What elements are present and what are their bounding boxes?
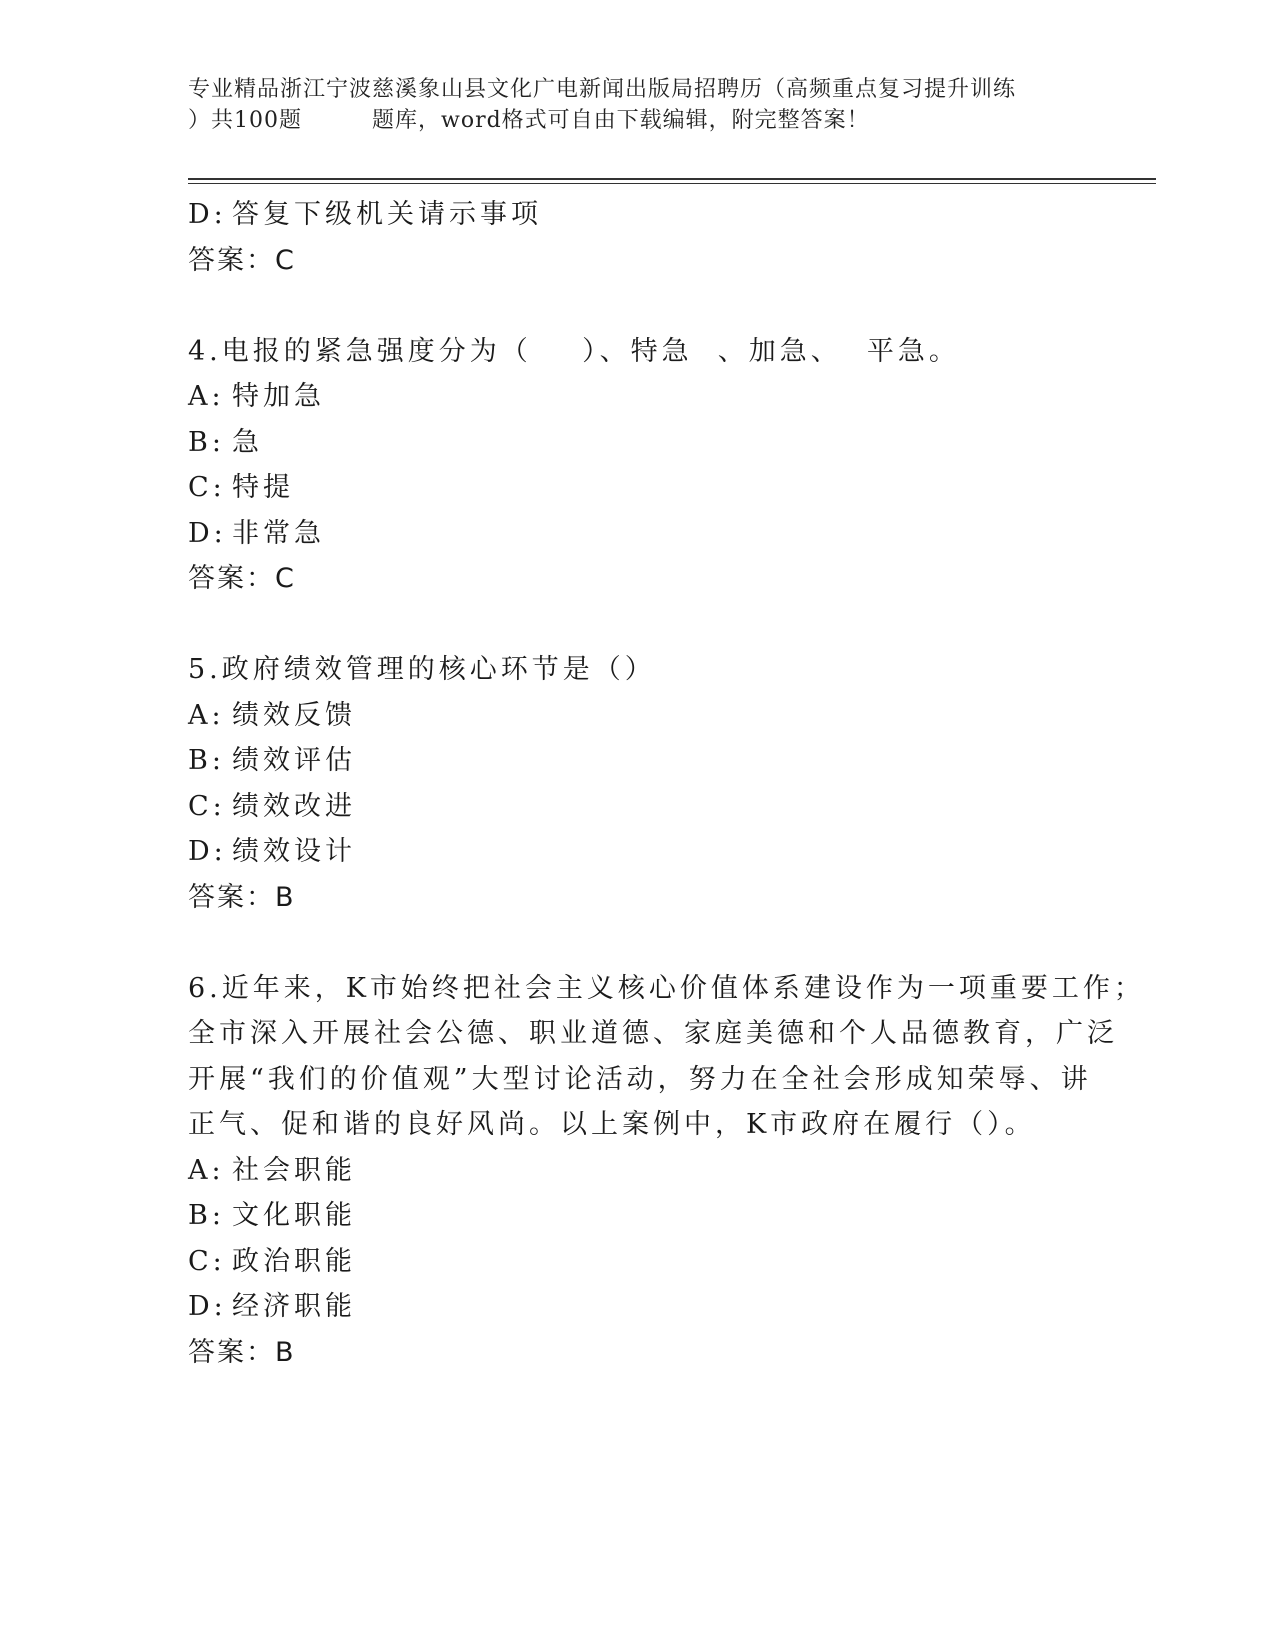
prev-answer: 答案：C bbox=[188, 244, 296, 276]
question-5-option-b bbox=[188, 738, 1088, 784]
question-6-answer: 答案：B bbox=[188, 1336, 296, 1368]
header-title-line2-b: 题库，word格式可自由下载编辑，附完整答案！ bbox=[372, 108, 870, 133]
option-key: B: bbox=[188, 745, 225, 776]
question-4-option-d bbox=[188, 511, 1088, 557]
option-text: 特加急 bbox=[232, 381, 325, 412]
option-text: 急 bbox=[232, 426, 263, 458]
question-6-option-a bbox=[188, 1148, 1088, 1194]
question-6-text-line3: 开展“我们的价值观”大型讨论活动，努力在全社会形成知荣辱、讲 bbox=[188, 1063, 1092, 1095]
header-title-line1: 专业精品浙江宁波慈溪象山县文化广电新闻出版局招聘历（高频重点复习提升训练 bbox=[188, 77, 1017, 102]
option-key: B: bbox=[188, 426, 225, 458]
option-key: C: bbox=[188, 1245, 226, 1277]
page-header bbox=[188, 74, 1118, 136]
question-6-text-line1: 6.近年来，K市始终把社会主义核心价值体系建设作为一项重要工作； bbox=[188, 972, 1145, 1004]
option-key: C: bbox=[188, 472, 226, 503]
option-text: 绩效改进 bbox=[232, 790, 356, 822]
option-key: D: bbox=[188, 836, 227, 867]
option-key: C: bbox=[188, 790, 226, 822]
option-key: D: bbox=[188, 1291, 227, 1322]
question-6-option-d bbox=[188, 1284, 1088, 1330]
question-content bbox=[188, 192, 1145, 1375]
question-5-text: 5.政府绩效管理的核心环节是（） bbox=[188, 654, 656, 685]
question-4-option-b bbox=[188, 420, 1088, 466]
spacer bbox=[188, 283, 1088, 329]
option-key: D: bbox=[188, 517, 227, 549]
option-text: 文化职能 bbox=[232, 1200, 356, 1231]
prev-option-d bbox=[188, 192, 1088, 238]
option-key: A: bbox=[188, 1154, 225, 1186]
question-4-answer: 答案：C bbox=[188, 563, 296, 594]
option-text: 绩效评估 bbox=[232, 745, 356, 776]
option-key: D: bbox=[188, 199, 227, 230]
option-text: 经济职能 bbox=[232, 1291, 356, 1322]
question-4-text: 4.电报的紧急强度分为（ ）、特急 、加急、 平急。 bbox=[188, 335, 960, 367]
option-key: A: bbox=[188, 381, 225, 412]
option-key: B: bbox=[188, 1200, 225, 1231]
question-5-option-d bbox=[188, 829, 1088, 875]
spacer bbox=[188, 602, 1088, 648]
spacer bbox=[188, 920, 1088, 966]
option-text: 社会职能 bbox=[232, 1154, 356, 1186]
option-text: 特提 bbox=[232, 472, 294, 503]
question-5-answer: 答案：B bbox=[188, 881, 296, 913]
header-title-line2-a: ）共100题 bbox=[188, 108, 302, 133]
question-5-option-c bbox=[188, 784, 1088, 830]
header-rule-thick bbox=[188, 178, 1156, 180]
option-text: 绩效设计 bbox=[232, 836, 356, 867]
question-4-option-a bbox=[188, 374, 1088, 420]
question-6-text-line4: 正气、促和谐的良好风尚。以上案例中，K市政府在履行（）。 bbox=[188, 1109, 1036, 1140]
question-4-option-c bbox=[188, 465, 1088, 511]
question-6-text-line2: 全市深入开展社会公德、职业道德、家庭美德和个人品德教育，广泛 bbox=[188, 1018, 1118, 1049]
header-title-line2 bbox=[188, 105, 1118, 136]
option-key: A: bbox=[188, 699, 225, 731]
option-text: 非常急 bbox=[232, 517, 325, 549]
header-rule-thin bbox=[188, 183, 1156, 184]
question-6-option-c bbox=[188, 1239, 1088, 1285]
option-text: 政治职能 bbox=[232, 1245, 356, 1277]
option-text: 绩效反馈 bbox=[232, 699, 356, 731]
option-text: 答复下级机关请示事项 bbox=[232, 199, 542, 230]
question-6-option-b bbox=[188, 1193, 1088, 1239]
question-5-option-a bbox=[188, 693, 1088, 739]
